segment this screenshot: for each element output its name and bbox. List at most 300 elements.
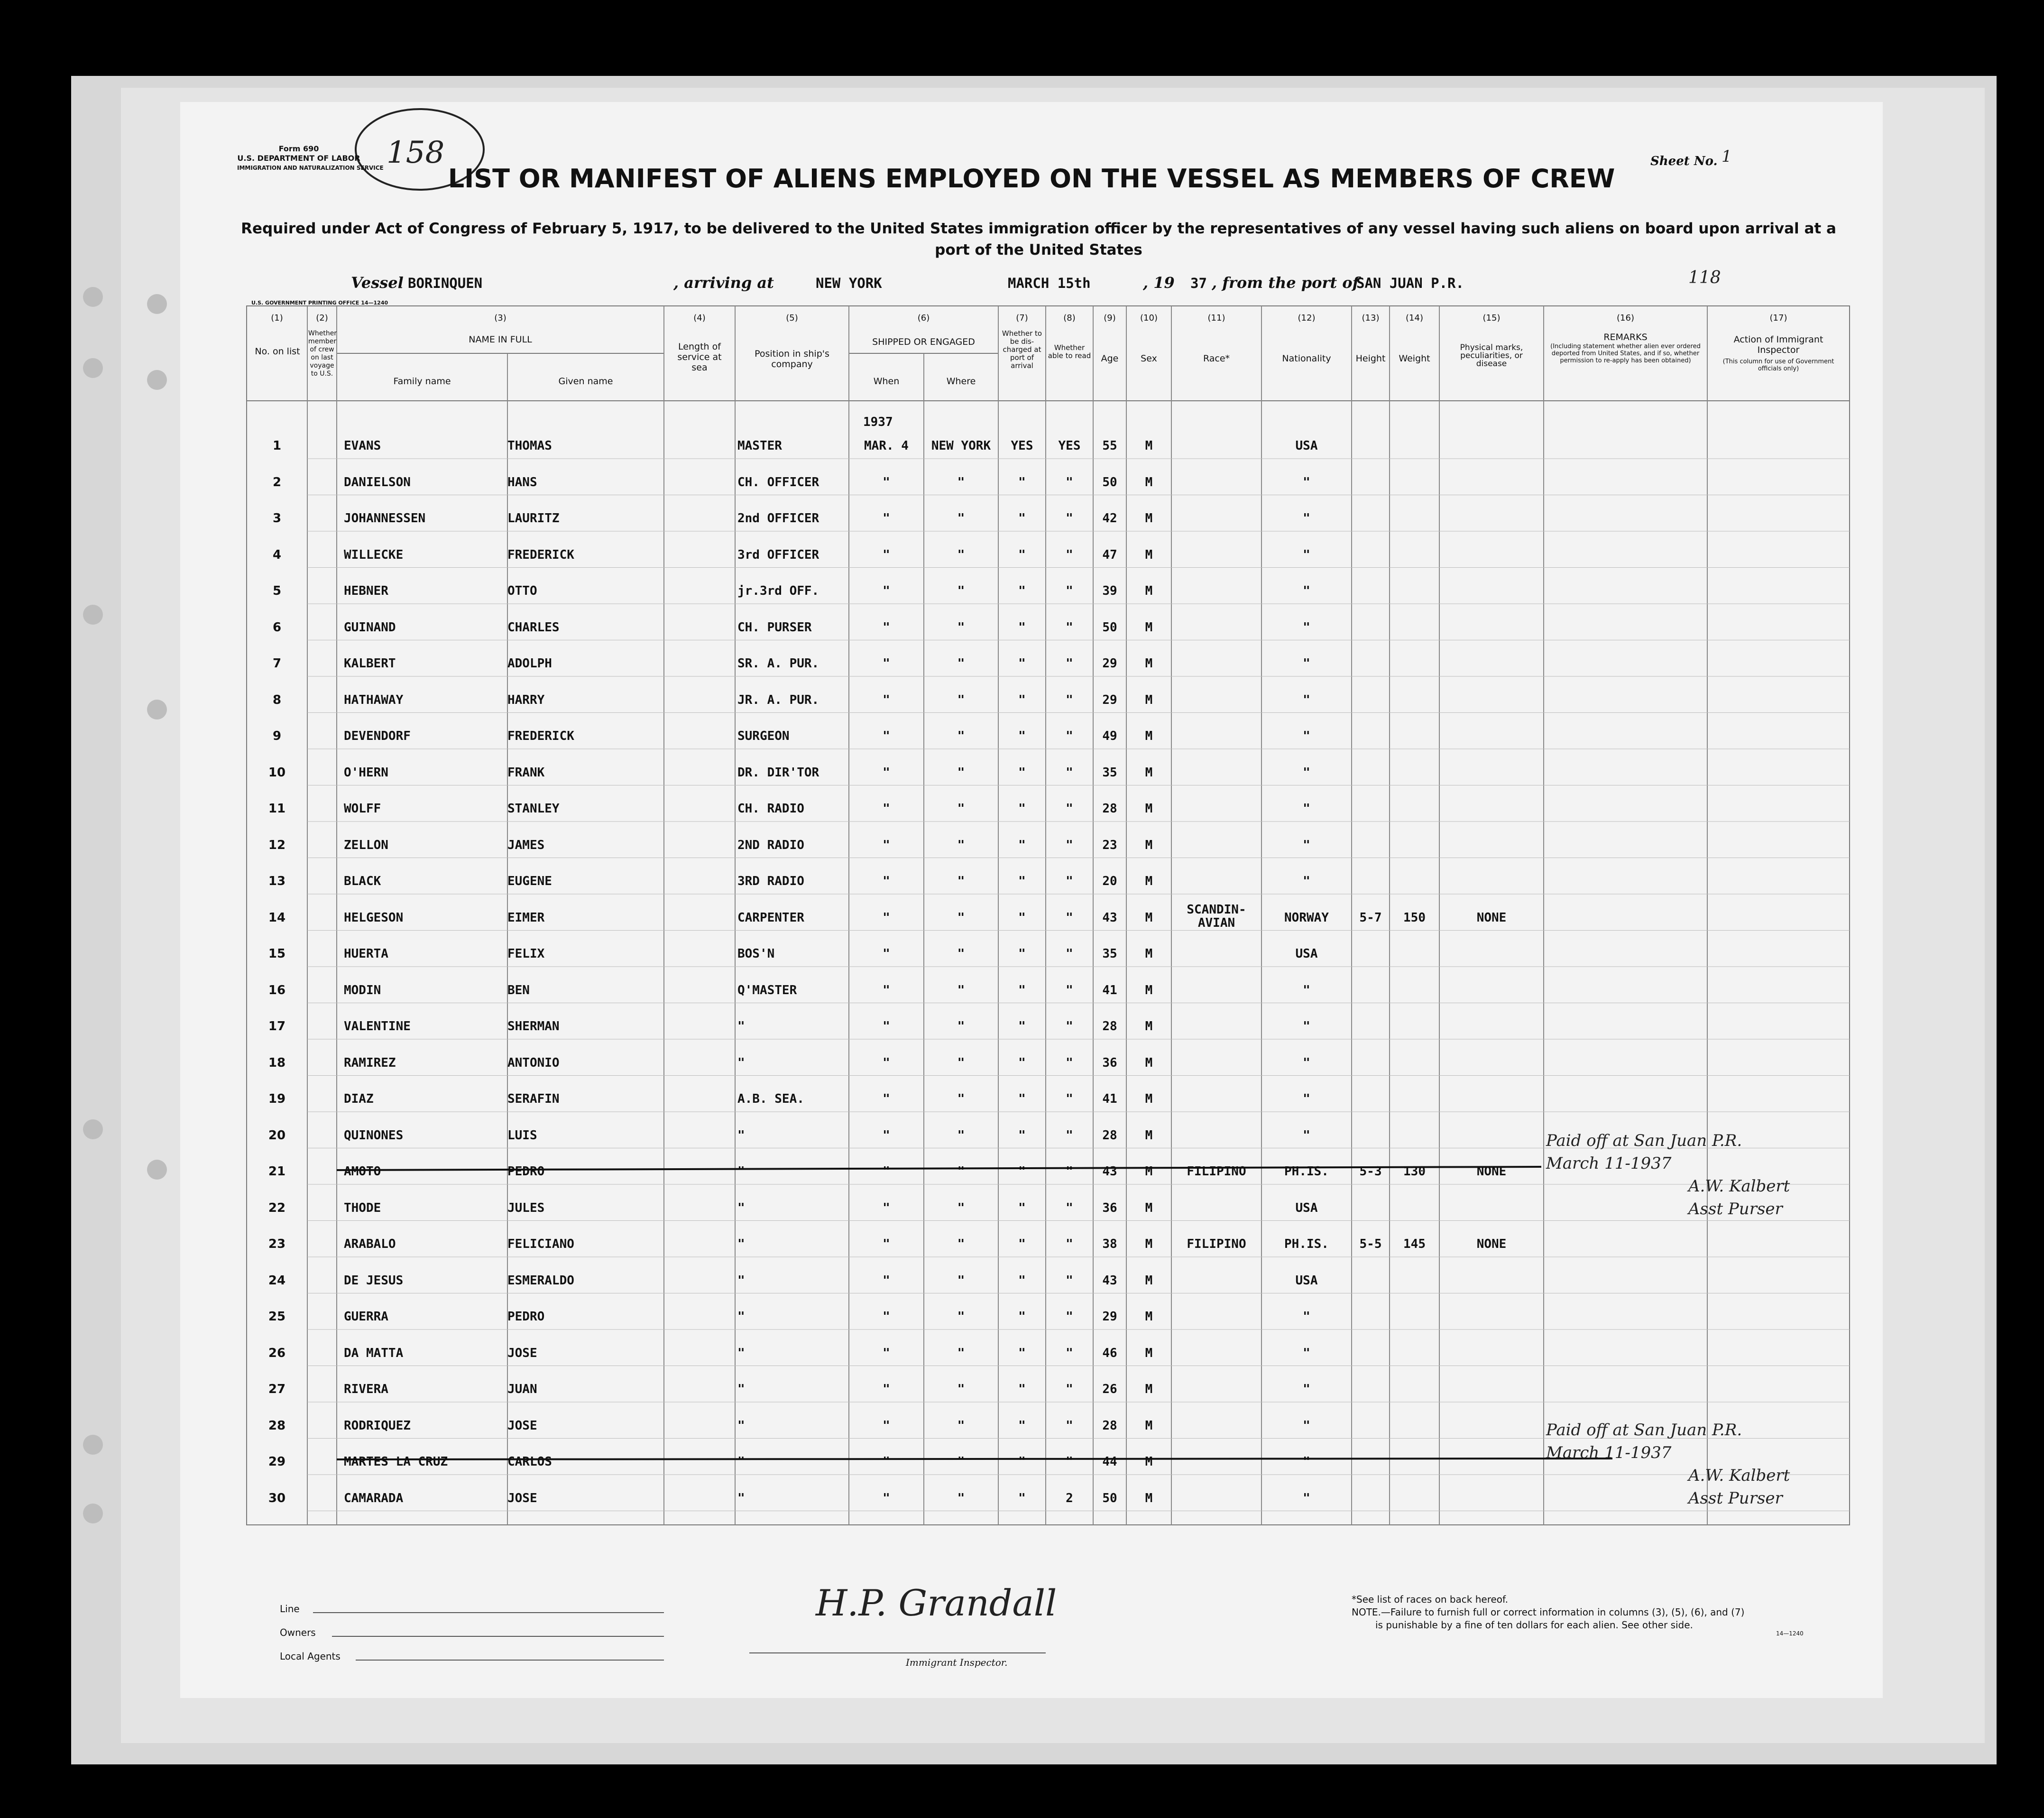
footer-agents-label: Local Agents bbox=[280, 1651, 341, 1662]
header-length-of-service: Length of service at sea bbox=[677, 341, 722, 373]
note-line-1: NOTE.—Failure to furnish full or correct information in columns (3), (5), (6), and (7) bbox=[1352, 1606, 1745, 1618]
row-when: " bbox=[883, 547, 890, 562]
row-nationality: " bbox=[1303, 620, 1310, 635]
row-marks: NONE bbox=[1476, 910, 1507, 925]
row-sex: M bbox=[1145, 547, 1153, 562]
row-when: " bbox=[883, 1200, 890, 1215]
row-where: " bbox=[957, 1382, 965, 1396]
row-nationality: USA bbox=[1295, 439, 1318, 453]
row-given: THOMAS bbox=[507, 439, 552, 453]
row-height: 5-5 bbox=[1359, 1237, 1382, 1251]
header-whether-member: Whether member of crew on last voyage to U.S. bbox=[308, 330, 337, 378]
row-family: DA MATTA bbox=[344, 1346, 404, 1360]
row-family: HATHAWAY bbox=[344, 692, 404, 707]
row-given: JUAN bbox=[507, 1382, 537, 1396]
row-no: 1 bbox=[272, 439, 282, 453]
row-position: " bbox=[737, 1019, 745, 1034]
row-discharged: " bbox=[1018, 1382, 1026, 1396]
col-num-5: (5) bbox=[786, 313, 798, 323]
row-read: " bbox=[1066, 1237, 1073, 1251]
row-position: " bbox=[737, 1418, 745, 1433]
row-discharged: " bbox=[1018, 656, 1026, 671]
row-nationality: " bbox=[1303, 1128, 1310, 1143]
row-sex: M bbox=[1145, 1346, 1153, 1360]
row-read: YES bbox=[1058, 439, 1081, 453]
col-num-7: (7) bbox=[1016, 313, 1028, 323]
row-nationality: " bbox=[1303, 729, 1310, 743]
row-family: HELGESON bbox=[344, 910, 404, 925]
row-sex: M bbox=[1145, 1455, 1153, 1469]
row-discharged: " bbox=[1018, 620, 1026, 635]
row-read: " bbox=[1066, 1273, 1073, 1288]
header-family-name: Family name bbox=[393, 376, 451, 387]
row-family: CAMARADA bbox=[344, 1491, 404, 1505]
row-sex: M bbox=[1145, 656, 1153, 671]
circled-number: 158 bbox=[387, 135, 445, 170]
row-position: " bbox=[737, 1237, 745, 1251]
row-marks: NONE bbox=[1476, 1237, 1507, 1251]
row-read: " bbox=[1066, 1382, 1073, 1396]
row-where: " bbox=[957, 475, 965, 489]
row-family: MODIN bbox=[344, 983, 381, 997]
header-when: When bbox=[873, 376, 900, 387]
row-when: " bbox=[883, 1237, 890, 1251]
row-given: EIMER bbox=[507, 910, 545, 925]
row-nationality: " bbox=[1303, 584, 1310, 598]
inspector-signature: H.P. Grandall bbox=[816, 1582, 1057, 1624]
row-where: " bbox=[957, 1128, 965, 1143]
row-sex: M bbox=[1145, 692, 1153, 707]
row-nationality: " bbox=[1303, 802, 1310, 816]
row-read: " bbox=[1066, 802, 1073, 816]
row-nationality: " bbox=[1303, 1310, 1310, 1324]
row-age: 46 bbox=[1102, 1346, 1117, 1360]
year-prefix: , 19 bbox=[1143, 274, 1175, 292]
row-family: THODE bbox=[344, 1200, 381, 1215]
row-given: ADOLPH bbox=[507, 656, 552, 671]
row-given: JOSE bbox=[507, 1491, 537, 1505]
col-num-8: (8) bbox=[1063, 313, 1076, 323]
header-age: Age bbox=[1101, 353, 1119, 364]
row-when: " bbox=[883, 1055, 890, 1070]
row-age: 55 bbox=[1102, 439, 1117, 453]
col-num-14: (14) bbox=[1406, 313, 1423, 323]
row-given: PEDRO bbox=[507, 1164, 545, 1179]
row-no: 12 bbox=[268, 838, 286, 852]
row-given: JOSE bbox=[507, 1346, 537, 1360]
department-name: U.S. DEPARTMENT OF LABOR bbox=[237, 154, 360, 163]
row-no: 16 bbox=[268, 983, 286, 997]
manifest-title: LIST OR MANIFEST OF ALIENS EMPLOYED ON THE VESSEL AS MEMBERS OF CREW bbox=[448, 164, 1615, 194]
row-sex: M bbox=[1145, 1382, 1153, 1396]
col-num-16: (16) bbox=[1617, 313, 1634, 323]
row-weight: 130 bbox=[1403, 1164, 1426, 1179]
row-when: " bbox=[883, 692, 890, 707]
row-position: " bbox=[737, 1346, 745, 1360]
row-read: " bbox=[1066, 1092, 1073, 1106]
row-discharged: " bbox=[1018, 910, 1026, 925]
row-age: 50 bbox=[1102, 1491, 1117, 1505]
row-family: DIAZ bbox=[344, 1092, 374, 1106]
remarks-line: A.W. Kalbert bbox=[1688, 1466, 1790, 1485]
arrival-date: MARCH 15th bbox=[1008, 275, 1091, 291]
row-read: " bbox=[1066, 874, 1073, 888]
row-discharged: " bbox=[1018, 874, 1026, 888]
row-age: 43 bbox=[1102, 1273, 1117, 1288]
row-where: " bbox=[957, 1092, 965, 1106]
row-no: 25 bbox=[268, 1310, 286, 1324]
row-family: JOHANNESSEN bbox=[344, 511, 426, 526]
row-age: 35 bbox=[1102, 947, 1117, 961]
row-where: " bbox=[957, 947, 965, 961]
row-read: " bbox=[1066, 729, 1073, 743]
row-sex: M bbox=[1145, 802, 1153, 816]
row-weight: 150 bbox=[1403, 910, 1426, 925]
row-given: CARLOS bbox=[507, 1455, 552, 1469]
row-position: BOS'N bbox=[737, 947, 775, 961]
row-no: 8 bbox=[272, 692, 282, 707]
manifest-page bbox=[180, 102, 1883, 1698]
row-nationality: " bbox=[1303, 838, 1310, 852]
header-nationality: Nationality bbox=[1282, 353, 1331, 364]
row-when: MAR. 4 bbox=[864, 439, 909, 453]
row-given: EUGENE bbox=[507, 874, 552, 888]
row-position: 2ND RADIO bbox=[737, 838, 804, 852]
row-nationality: PH.IS. bbox=[1284, 1164, 1329, 1179]
row-read: " bbox=[1066, 765, 1073, 780]
row-age: 49 bbox=[1102, 729, 1117, 743]
row-position: " bbox=[737, 1055, 745, 1070]
arrival-year: 37 bbox=[1190, 275, 1207, 291]
row-no: 2 bbox=[272, 475, 282, 489]
row-sex: M bbox=[1145, 947, 1153, 961]
subtitle-line-1: Required under Act of Congress of February 5, 1917, to be delivered to the United States immigration officer by the representatives of any vessel having such aliens on board upon arrival at a bbox=[241, 220, 1836, 237]
row-family: KALBERT bbox=[344, 656, 396, 671]
row-read: " bbox=[1066, 584, 1073, 598]
row-sex: M bbox=[1145, 910, 1153, 925]
row-no: 30 bbox=[268, 1491, 286, 1505]
row-nationality: " bbox=[1303, 874, 1310, 888]
row-when: " bbox=[883, 947, 890, 961]
row-where: " bbox=[957, 547, 965, 562]
row-marks: NONE bbox=[1476, 1164, 1507, 1179]
header-remarks-note: (Including statement whether alien ever ordered deported from United States, and if so, whether permission to re-apply has been obtained) bbox=[1550, 343, 1701, 364]
header-discharged: Whether to be dis-charged at port of arrival bbox=[1002, 329, 1042, 370]
row-when: " bbox=[883, 765, 890, 780]
row-age: 28 bbox=[1102, 1418, 1117, 1433]
row-sex: M bbox=[1145, 729, 1153, 743]
row-given: FELICIANO bbox=[507, 1237, 574, 1251]
row-position: " bbox=[737, 1491, 745, 1505]
row-family: AMOTO bbox=[344, 1164, 381, 1179]
row-family: HUERTA bbox=[344, 947, 388, 961]
row-when: " bbox=[883, 1164, 890, 1179]
row-when: " bbox=[883, 983, 890, 997]
row-sex: M bbox=[1145, 620, 1153, 635]
row-discharged: " bbox=[1018, 1491, 1026, 1505]
row-read: " bbox=[1066, 656, 1073, 671]
col-num-10: (10) bbox=[1140, 313, 1158, 323]
vessel-name: BORINQUEN bbox=[408, 275, 483, 291]
row-nationality: " bbox=[1303, 475, 1310, 489]
row-where: " bbox=[957, 1310, 965, 1324]
row-nationality: USA bbox=[1295, 947, 1318, 961]
col-num-4: (4) bbox=[693, 313, 706, 323]
row-where: " bbox=[957, 802, 965, 816]
row-when: " bbox=[883, 1019, 890, 1034]
row-given: BEN bbox=[507, 983, 530, 997]
row-nationality: " bbox=[1303, 1491, 1310, 1505]
row-sex: M bbox=[1145, 1019, 1153, 1034]
row-discharged: " bbox=[1018, 1273, 1026, 1288]
header-race: Race* bbox=[1203, 353, 1230, 364]
row-race: FILIPINO bbox=[1187, 1164, 1246, 1179]
row-where: " bbox=[957, 620, 965, 635]
row-when: " bbox=[883, 910, 890, 925]
row-nationality: " bbox=[1303, 547, 1310, 562]
row-no: 14 bbox=[268, 910, 286, 925]
row-position: 3RD RADIO bbox=[737, 874, 804, 888]
row-nationality: " bbox=[1303, 656, 1310, 671]
row-nationality: " bbox=[1303, 1019, 1310, 1034]
row-no: 17 bbox=[268, 1019, 286, 1034]
row-age: 26 bbox=[1102, 1382, 1117, 1396]
row-age: 28 bbox=[1102, 1128, 1117, 1143]
row-nationality: " bbox=[1303, 1455, 1310, 1469]
row-age: 29 bbox=[1102, 692, 1117, 707]
row-sex: M bbox=[1145, 1092, 1153, 1106]
row-given: HARRY bbox=[507, 692, 545, 707]
row-position: " bbox=[737, 1164, 745, 1179]
row-when: " bbox=[883, 1491, 890, 1505]
row-sex: M bbox=[1145, 983, 1153, 997]
row-no: 13 bbox=[268, 874, 286, 888]
row-read: " bbox=[1066, 947, 1073, 961]
row-where: " bbox=[957, 1019, 965, 1034]
row-height: 5-3 bbox=[1359, 1164, 1382, 1179]
row-no: 11 bbox=[268, 802, 286, 816]
row-position: " bbox=[737, 1128, 745, 1143]
row-discharged: " bbox=[1018, 1310, 1026, 1324]
row-where: " bbox=[957, 910, 965, 925]
row-weight: 145 bbox=[1403, 1237, 1426, 1251]
row-discharged: " bbox=[1018, 547, 1026, 562]
row-nationality: " bbox=[1303, 765, 1310, 780]
row-position: A.B. SEA. bbox=[737, 1092, 804, 1106]
row-read: " bbox=[1066, 475, 1073, 489]
row-age: 23 bbox=[1102, 838, 1117, 852]
sheet-label: Sheet No. bbox=[1650, 154, 1718, 168]
row-age: 29 bbox=[1102, 1310, 1117, 1324]
col-num-6: (6) bbox=[917, 313, 930, 323]
row-when: " bbox=[883, 1310, 890, 1324]
row-position: " bbox=[737, 1273, 745, 1288]
row-where: " bbox=[957, 1418, 965, 1433]
row-where: " bbox=[957, 1164, 965, 1179]
row-sex: M bbox=[1145, 1273, 1153, 1288]
col-num-1: (1) bbox=[271, 313, 283, 323]
row-discharged: " bbox=[1018, 1092, 1026, 1106]
row-when: " bbox=[883, 475, 890, 489]
row-nationality: " bbox=[1303, 1055, 1310, 1070]
row-age: 36 bbox=[1102, 1200, 1117, 1215]
row-read: " bbox=[1066, 1128, 1073, 1143]
header-shipped-engaged: SHIPPED OR ENGAGED bbox=[872, 337, 975, 347]
header-no-on-list: No. on list bbox=[255, 346, 300, 357]
row-family: WOLFF bbox=[344, 802, 381, 816]
row-sex: M bbox=[1145, 874, 1153, 888]
row-read: 2 bbox=[1066, 1491, 1073, 1505]
row-when: " bbox=[883, 729, 890, 743]
sheet-number: 1 bbox=[1722, 147, 1732, 166]
header-where: Where bbox=[946, 376, 976, 387]
row-nationality: " bbox=[1303, 983, 1310, 997]
row-read: " bbox=[1066, 511, 1073, 526]
row-age: 39 bbox=[1102, 584, 1117, 598]
row-read: " bbox=[1066, 547, 1073, 562]
row-sex: M bbox=[1145, 439, 1153, 453]
row-where: " bbox=[957, 1346, 965, 1360]
row-read: " bbox=[1066, 1019, 1073, 1034]
row-given: JOSE bbox=[507, 1418, 537, 1433]
row-discharged: " bbox=[1018, 1418, 1026, 1433]
row-read: " bbox=[1066, 838, 1073, 852]
row-discharged: " bbox=[1018, 1455, 1026, 1469]
row-no: 21 bbox=[268, 1164, 286, 1179]
row-read: " bbox=[1066, 620, 1073, 635]
col-num-2: (2) bbox=[316, 313, 328, 323]
row-given: PEDRO bbox=[507, 1310, 545, 1324]
row-family: DANIELSON bbox=[344, 475, 411, 489]
row-family: VALENTINE bbox=[344, 1019, 411, 1034]
row-no: 22 bbox=[268, 1200, 286, 1215]
row-no: 26 bbox=[268, 1346, 286, 1360]
row-given: FREDERICK bbox=[507, 547, 574, 562]
row-when: " bbox=[883, 656, 890, 671]
row-where: NEW YORK bbox=[931, 439, 991, 453]
row-where: " bbox=[957, 838, 965, 852]
row-discharged: " bbox=[1018, 1055, 1026, 1070]
row-no: 18 bbox=[268, 1055, 286, 1070]
row-read: " bbox=[1066, 1200, 1073, 1215]
row-given: JULES bbox=[507, 1200, 545, 1215]
row-sex: M bbox=[1145, 1128, 1153, 1143]
row-no: 23 bbox=[268, 1237, 286, 1251]
remarks-line: March 11-1937 bbox=[1546, 1154, 1672, 1173]
row-sex: M bbox=[1145, 1310, 1153, 1324]
printing-office: U.S. GOVERNMENT PRINTING OFFICE 14—1240 bbox=[251, 300, 388, 306]
row-where: " bbox=[957, 584, 965, 598]
row-position: SR. A. PUR. bbox=[737, 656, 819, 671]
row-when: " bbox=[883, 1273, 890, 1288]
row-discharged: YES bbox=[1011, 439, 1033, 453]
row-given: ANTONIO bbox=[507, 1055, 560, 1070]
row-given: FELIX bbox=[507, 947, 545, 961]
col-num-12: (12) bbox=[1298, 313, 1316, 323]
row-sex: M bbox=[1145, 511, 1153, 526]
header-weight: Weight bbox=[1399, 353, 1430, 364]
footer-owners-label: Owners bbox=[280, 1627, 316, 1638]
row-read: " bbox=[1066, 1418, 1073, 1433]
footer-line-label: Line bbox=[280, 1603, 300, 1615]
footer-form-code: 14—1240 bbox=[1776, 1630, 1804, 1637]
row-when: " bbox=[883, 511, 890, 526]
row-no: 3 bbox=[272, 511, 282, 526]
row-read: " bbox=[1066, 692, 1073, 707]
row-age: 28 bbox=[1102, 1019, 1117, 1034]
row-family: RIVERA bbox=[344, 1382, 388, 1396]
row-given: SERAFIN bbox=[507, 1092, 560, 1106]
row-where: " bbox=[957, 983, 965, 997]
header-action-note: (This column for use of Government officials only) bbox=[1722, 358, 1834, 372]
row-family: DEVENDORF bbox=[344, 729, 411, 743]
row-nationality: " bbox=[1303, 511, 1310, 526]
row-family: GUERRA bbox=[344, 1310, 388, 1324]
row-given: SHERMAN bbox=[507, 1019, 560, 1034]
remarks-line: Asst Purser bbox=[1688, 1200, 1783, 1218]
row-position: " bbox=[737, 1200, 745, 1215]
row-nationality: " bbox=[1303, 1418, 1310, 1433]
from-port-label: , from the port of bbox=[1212, 274, 1359, 292]
col-num-15: (15) bbox=[1482, 313, 1501, 323]
row-family: O'HERN bbox=[344, 765, 388, 780]
row-sex: M bbox=[1145, 765, 1153, 780]
row-age: 38 bbox=[1102, 1237, 1117, 1251]
arriving-label: , arriving at bbox=[673, 274, 774, 292]
row-position: DR. DIR'TOR bbox=[737, 765, 819, 780]
departure-port: SAN JUAN P.R. bbox=[1356, 275, 1464, 291]
remarks-line: March 11-1937 bbox=[1546, 1443, 1672, 1462]
row-discharged: " bbox=[1018, 584, 1026, 598]
row-nationality: " bbox=[1303, 1382, 1310, 1396]
row-discharged: " bbox=[1018, 1237, 1026, 1251]
row-family: ZELLON bbox=[344, 838, 388, 852]
row-age: 29 bbox=[1102, 656, 1117, 671]
col-num-13: (13) bbox=[1362, 313, 1380, 323]
row-family: QUINONES bbox=[344, 1128, 404, 1143]
row-no: 5 bbox=[272, 584, 282, 598]
note-races: *See list of races on back hereof. bbox=[1352, 1594, 1508, 1605]
row-discharged: " bbox=[1018, 802, 1026, 816]
header-sex: Sex bbox=[1141, 353, 1157, 364]
row-no: 7 bbox=[272, 656, 282, 671]
row-discharged: " bbox=[1018, 1164, 1026, 1179]
row-read: " bbox=[1066, 1346, 1073, 1360]
header-action: Action of Immigrant Inspector bbox=[1733, 334, 1823, 355]
row-position: Q'MASTER bbox=[737, 983, 797, 997]
row-position: " bbox=[737, 1455, 745, 1469]
row-nationality: NORWAY bbox=[1284, 910, 1329, 925]
col-num-17: (17) bbox=[1769, 313, 1787, 323]
row-given: ESMERALDO bbox=[507, 1273, 574, 1288]
row-when: " bbox=[883, 838, 890, 852]
note-line-2: is punishable by a fine of ten dollars for each alien. See other side. bbox=[1375, 1619, 1693, 1631]
row-read: " bbox=[1066, 910, 1073, 925]
row-where: " bbox=[957, 729, 965, 743]
row-discharged: " bbox=[1018, 1346, 1026, 1360]
row-given: JAMES bbox=[507, 838, 545, 852]
row-family: RODRIQUEZ bbox=[344, 1418, 411, 1433]
row-family: WILLECKE bbox=[344, 547, 404, 562]
row-age: 43 bbox=[1102, 1164, 1117, 1179]
header-physical-marks: Physical marks, peculiarities, or disease bbox=[1460, 343, 1523, 369]
row-age: 50 bbox=[1102, 475, 1117, 489]
row-no: 29 bbox=[268, 1455, 286, 1469]
row-no: 10 bbox=[268, 765, 286, 780]
remarks-line: Paid off at San Juan P.R. bbox=[1546, 1131, 1742, 1150]
row-given: LUIS bbox=[507, 1128, 537, 1143]
row-no: 6 bbox=[272, 620, 282, 635]
